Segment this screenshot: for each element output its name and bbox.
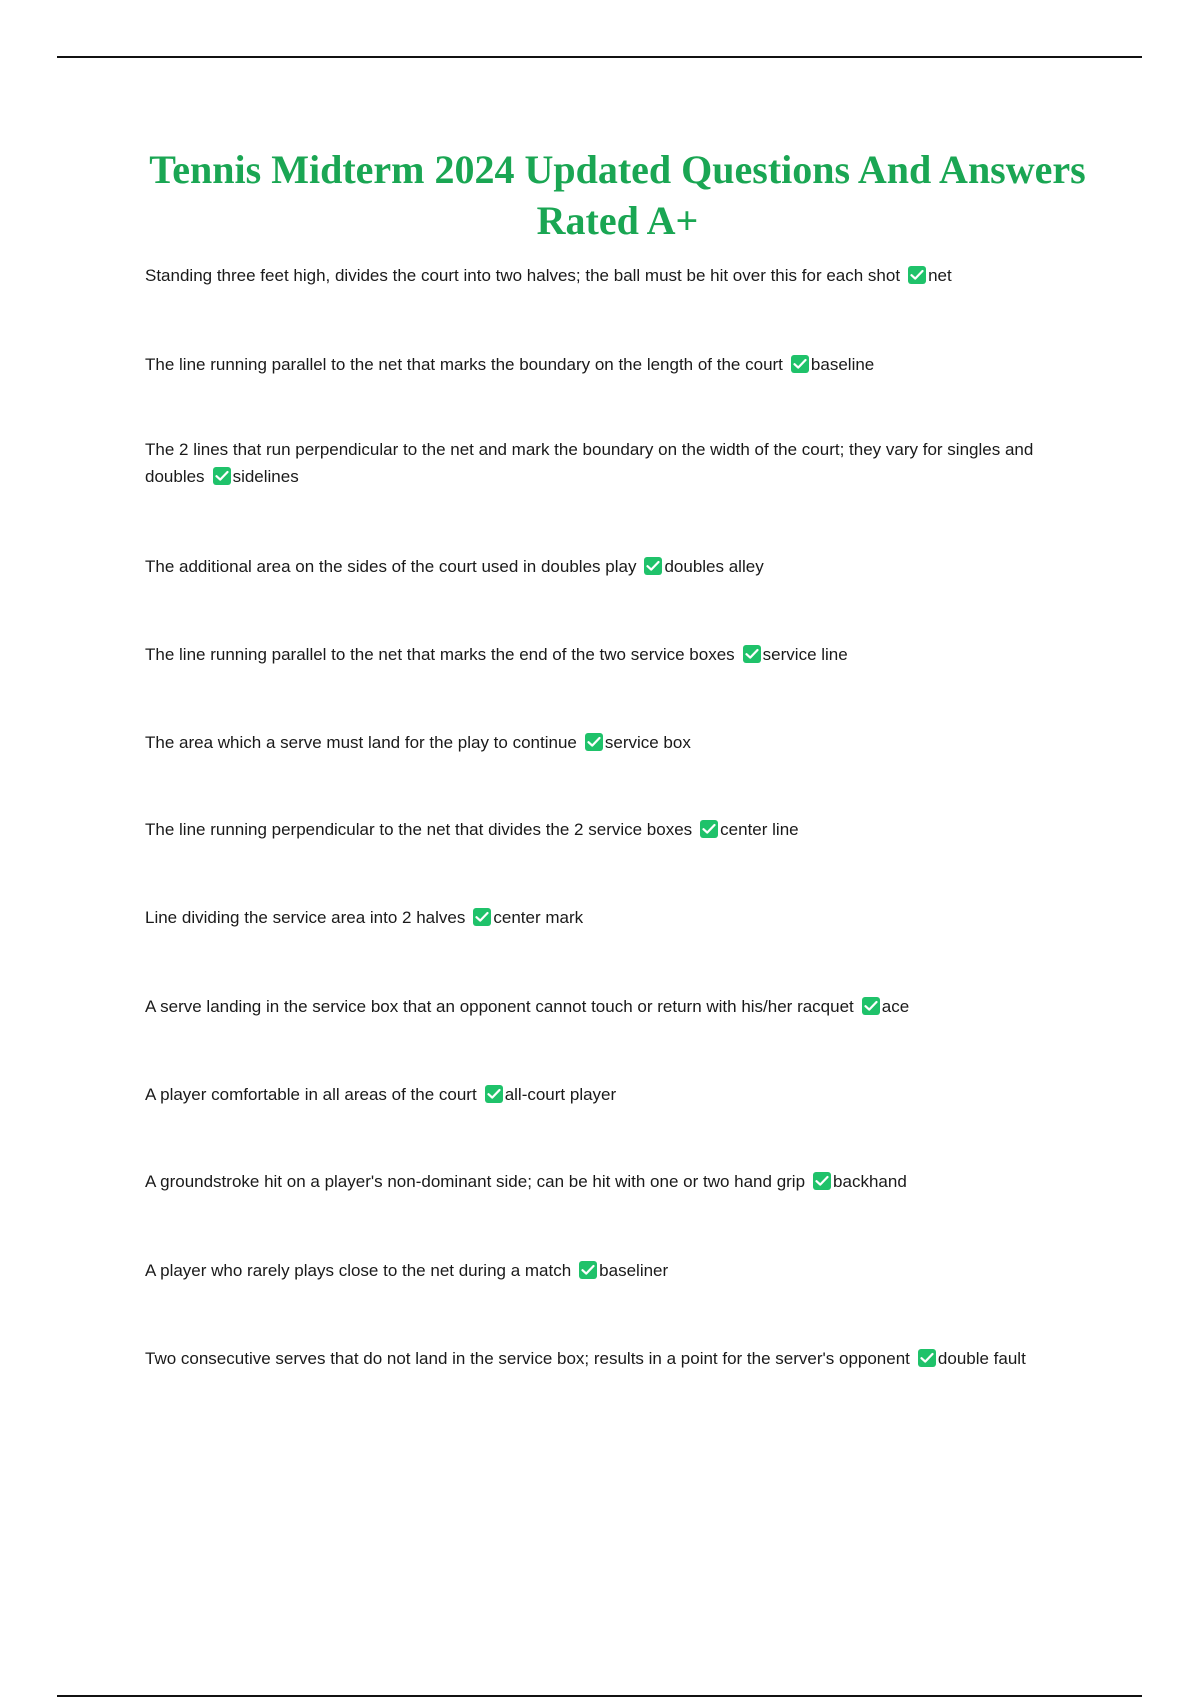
answer-text: center line bbox=[720, 820, 799, 839]
qa-item bbox=[145, 1345, 1085, 1372]
question-text: Standing three feet high, divides the court into two halves; the ball must be hit over this for each shot bbox=[145, 266, 901, 285]
answer-text: double fault bbox=[937, 1349, 1026, 1368]
qa-item bbox=[145, 816, 1085, 843]
question-text: A player who rarely plays close to the net during a match bbox=[145, 1261, 572, 1280]
question-text: A player comfortable in all areas of the court bbox=[145, 1085, 477, 1104]
question-text: Two consecutive serves that do not land in the service box; results in a point for the server's opponent bbox=[145, 1349, 910, 1368]
question-text: Line dividing the service area into 2 halves bbox=[145, 908, 466, 927]
answer-text: net bbox=[928, 266, 952, 285]
qa-item bbox=[145, 1081, 1085, 1108]
qa-item bbox=[145, 993, 1085, 1020]
qa-item bbox=[145, 641, 1085, 668]
qa-item bbox=[145, 553, 1085, 580]
document-title: Tennis Midterm 2024 Updated Questions And Answers Rated A+ bbox=[149, 147, 1086, 243]
answer-text: service line bbox=[762, 645, 848, 664]
question-text: The area which a serve must land for the play to continue bbox=[145, 733, 577, 752]
answer-text: center mark bbox=[493, 908, 584, 927]
check-box-icon bbox=[862, 997, 880, 1015]
check-box-icon bbox=[585, 733, 603, 751]
answer-text: baseliner bbox=[599, 1261, 669, 1280]
qa-item bbox=[145, 436, 1085, 490]
answer-text: all-court player bbox=[504, 1085, 617, 1104]
qa-item bbox=[145, 351, 1085, 378]
question-text: The 2 lines that run perpendicular to the net and mark the boundary on the width of the court; they vary for singles and doubles bbox=[145, 440, 1034, 486]
qa-item bbox=[145, 729, 1085, 756]
question-text: The line running parallel to the net that marks the boundary on the length of the court bbox=[145, 355, 783, 374]
qa-item bbox=[145, 904, 1085, 931]
check-box-icon bbox=[213, 467, 231, 485]
question-text: A groundstroke hit on a player's non-dominant side; can be hit with one or two hand grip bbox=[145, 1172, 806, 1191]
answer-text: ace bbox=[881, 997, 910, 1016]
check-box-icon bbox=[485, 1085, 503, 1103]
qa-item bbox=[145, 262, 1085, 289]
question-text: The line running parallel to the net that marks the end of the two service boxes bbox=[145, 645, 735, 664]
question-text: A serve landing in the service box that an opponent cannot touch or return with his/her racquet bbox=[145, 997, 854, 1016]
question-text: The additional area on the sides of the court used in doubles play bbox=[145, 557, 637, 576]
check-box-icon bbox=[473, 908, 491, 926]
question-text: The line running perpendicular to the net that divides the 2 service boxes bbox=[145, 820, 693, 839]
answer-text: sidelines bbox=[232, 467, 299, 486]
check-box-icon bbox=[813, 1172, 831, 1190]
answer-text: service box bbox=[604, 733, 691, 752]
check-box-icon bbox=[918, 1349, 936, 1367]
top-rule bbox=[57, 56, 1142, 58]
check-box-icon bbox=[579, 1261, 597, 1279]
answer-text: baseline bbox=[810, 355, 875, 374]
check-box-icon bbox=[908, 266, 926, 284]
qa-item bbox=[145, 1257, 1085, 1284]
qa-item bbox=[145, 1168, 1085, 1195]
check-box-icon bbox=[700, 820, 718, 838]
check-box-icon bbox=[644, 557, 662, 575]
bottom-rule bbox=[57, 1695, 1142, 1697]
answer-text: backhand bbox=[833, 1172, 907, 1191]
answer-text: doubles alley bbox=[664, 557, 764, 576]
check-box-icon bbox=[791, 355, 809, 373]
check-box-icon bbox=[743, 645, 761, 663]
